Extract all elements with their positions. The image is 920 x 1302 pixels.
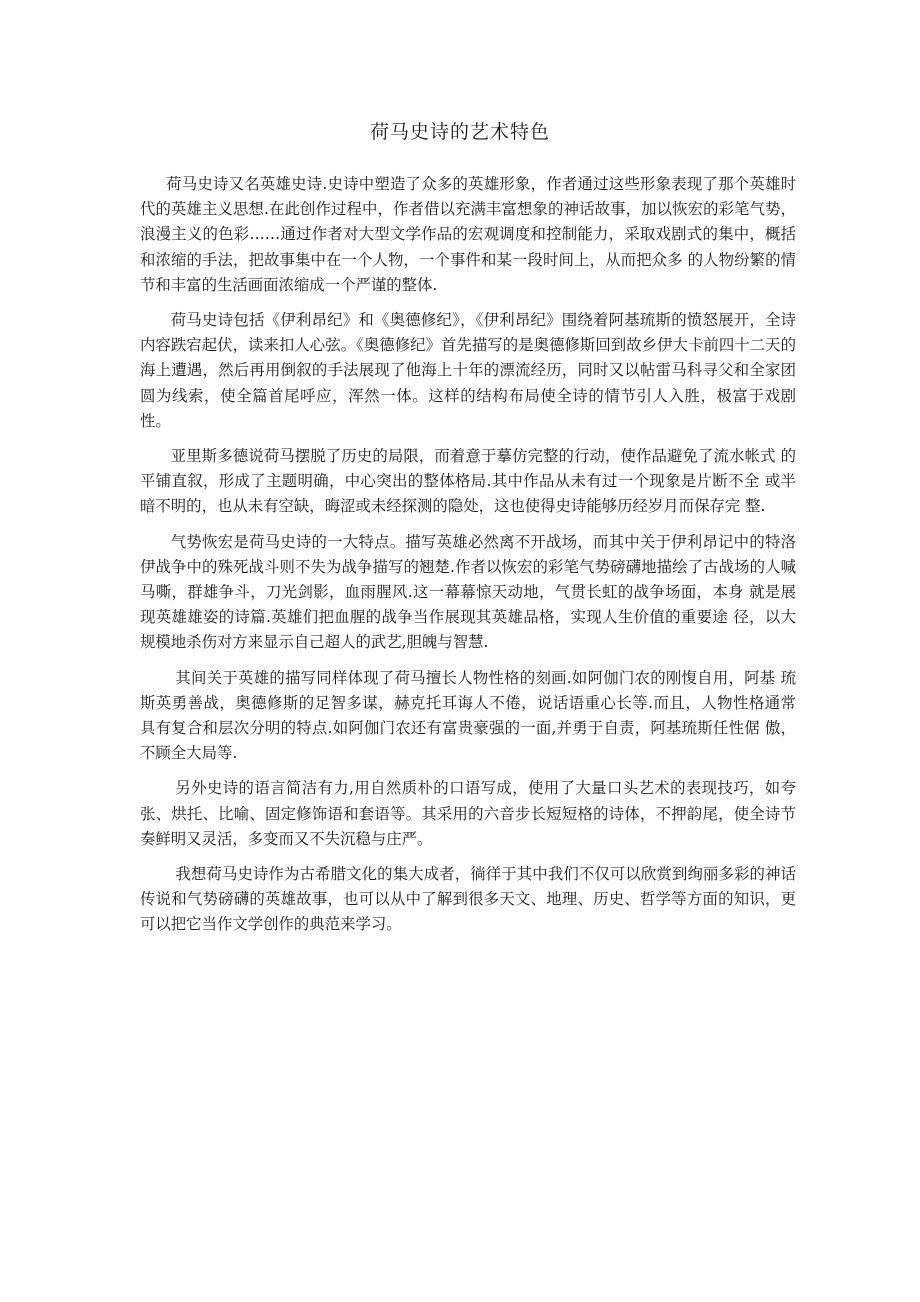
document-body [140,172,796,948]
paragraph-2: 荷马史诗包括《伊利昂纪》和《奥德修纪》，《伊利昂纪》围绕着阿基琉斯的愤怒展开，全诗内容跌宕起伏，读来扣人心弦。《奥德修纪》首先描写的是奥德修斯回到故乡伊大卡前四十二天的海上遭遇，然后再用倒叙的手法展现了他海上十年的漂流经历，同时又以帖雷马科寻父和全家团圆为线索，使全篇首尾呼应，浑然一体。这样的结构布局使全诗的情节引人入胜，极富于戏剧性。 [140,311,796,430]
paragraph-3: 亚里斯多德说荷马摆脱了历史的局限，而着意于摹仿完整的行动，使作品避免了流水帐式 的平铺直叙，形成了主题明确，中心突出的整体格局.其中作品从未有过一个现象是片断不全 或半暗不明的，也从未有空缺，晦涩或未经探测的隐处，这也使得史诗能够历经岁月而保存完 整. [140,447,796,516]
paragraph-7: 我想荷马史诗作为古希腊文化的集大成者，徜徉于其中我们不仅可以欣赏到绚丽多彩的神话传说和气势磅礴的英雄故事，也可以从中了解到很多天文、地理、历史、哲学等方面的知识，更可以把它当作文学创作的典范来学习。 [140,865,796,934]
paragraph-4: 气势恢宏是荷马史诗的一大特点。描写英雄必然离不开战场，而其中关于伊利昂记中的特洛伊战争中的殊死战斗则不失为战争描写的翘楚.作者以恢宏的彩笔气势磅礴地描绘了古战场的人喊马嘶，群雄争斗，刀光剑影，血雨腥风.这一幕幕惊天动地，气贯长虹的战争场面，本身 就是展现英雄雄姿的诗篇.英雄们把血腥的战争当作展现其英雄品格，实现人生价值的重要途 径，以大规模地杀伤对方来显示自己超人的武艺,胆魄与智慧. [140,532,796,652]
paragraph-5: 其间关于英雄的描写同样体现了荷马擅长人物性格的刻画.如阿伽门农的刚愎自用，阿基 琉斯英勇善战，奥德修斯的足智多谋，赫克托耳诲人不倦，说话语重心长等.而且，人物性格通常 具有复合和层次分明的特点.如阿伽门农还有富贵豪强的一面,并勇于自责，阿基琉斯任性倨 傲，不顾全大局等. [140,668,796,763]
document-title: 荷马史诗的艺术特色 [369,121,550,143]
paragraph-6: 另外史诗的语言简洁有力,用自然质朴的口语写成，使用了大量口头艺术的表现技巧，如夸张、烘托、比喻、固定修饰语和套语等。其采用的六音步长短短格的诗体，不押韵尾，使全诗节奏鲜明又灵活，多变而又不失沉稳与庄严。 [140,779,796,848]
paragraph-1: 荷马史诗又名英雄史诗.史诗中塑造了众多的英雄形象，作者通过这些形象表现了那个英雄时代的英雄主义思想.在此创作过程中，作者借以充满丰富想象的神话故事，加以恢宏的彩笔气势，浪漫主义的色彩……通过作者对大型文学作品的宏观调度和控制能力，采取戏剧式的集中，概括和浓缩的手法，把故事集中在一个人物，一个事件和某一段时间上，从而把众多 的人物纷繁的情节和丰富的生活画面浓缩成一个严谨的整体. [140,175,796,294]
